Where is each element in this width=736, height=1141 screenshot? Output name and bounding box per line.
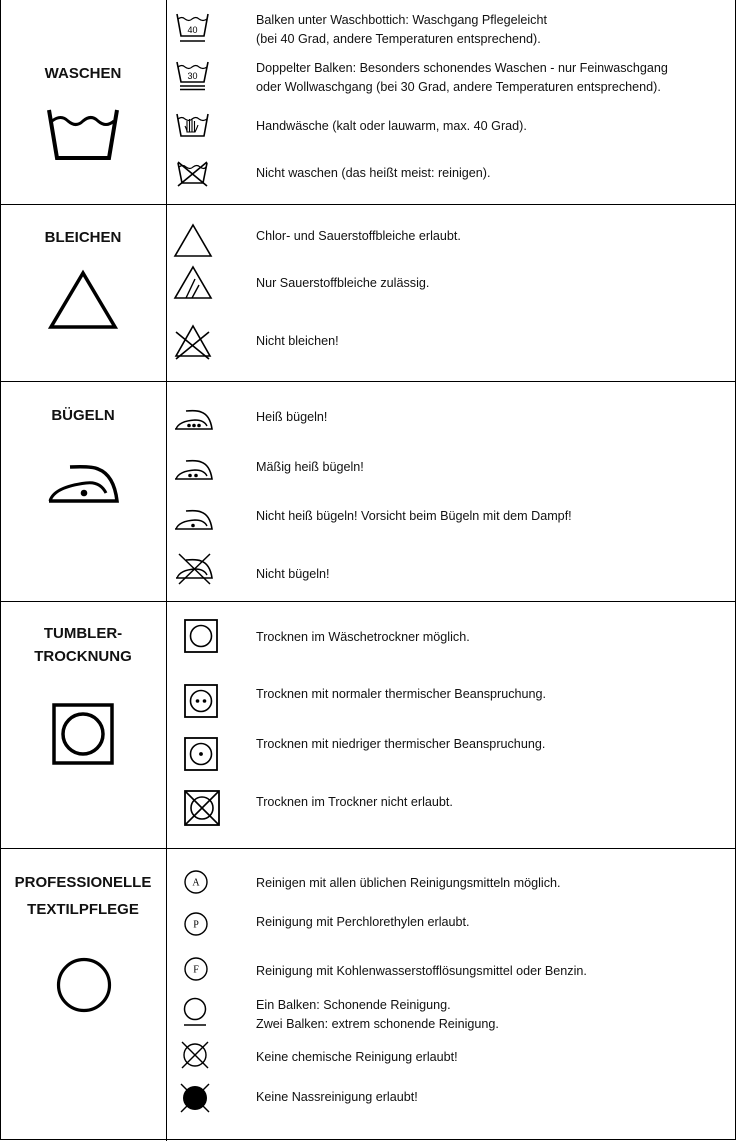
description-text: Keine chemische Reinigung erlaubt! xyxy=(256,1050,458,1064)
description-text: Heiß bügeln! xyxy=(256,410,328,424)
description-text: Reinigung mit Kohlenwasserstofflösungsmittel oder Benzin. xyxy=(256,964,587,978)
iron-big-icon xyxy=(46,463,120,505)
svg-text:P: P xyxy=(193,919,199,931)
section-title-ironing: BÜGELN xyxy=(51,407,115,424)
description-text: Keine Nassreinigung erlaubt! xyxy=(256,1090,418,1104)
section-title-washing: WASCHEN xyxy=(44,65,122,82)
description-text: Doppelter Balken: Besonders schonendes Waschen - nur Feinwaschgang oder Wollwaschgang (bei 30 Grad, andere Temperaturen entsprechend). xyxy=(256,61,668,94)
section-title-bleaching: BLEICHEN xyxy=(44,229,122,246)
iron-three-dots-icon xyxy=(171,402,215,440)
no-wet-cleaning-icon xyxy=(171,1079,215,1117)
oxygen-bleach-icon xyxy=(171,264,215,302)
row-divider xyxy=(0,204,736,205)
gentle-cleaning-bar-icon xyxy=(171,994,215,1032)
tumble-dry-big-icon xyxy=(52,703,114,765)
do-not-iron-icon xyxy=(171,550,215,588)
svg-text:F: F xyxy=(193,964,199,976)
description-text: Trocknen im Trockner nicht erlaubt. xyxy=(256,795,453,809)
description-text: Handwäsche (kalt oder lauwarm, max. 40 Grad). xyxy=(256,119,527,133)
description-text: Nicht bügeln! xyxy=(256,567,330,581)
description-text: Nicht heiß bügeln! Vorsicht beim Bügeln mit dem Dampf! xyxy=(256,509,572,523)
tumble-dry-icon xyxy=(171,618,215,656)
svg-text:A: A xyxy=(192,877,200,889)
description-text: Nur Sauerstoffbleiche zulässig. xyxy=(256,276,430,290)
svg-text:40: 40 xyxy=(187,25,198,35)
tumble-dry-low-icon xyxy=(171,736,215,774)
description-text: Nicht waschen (das heißt meist: reinigen). xyxy=(256,166,491,180)
description-text: Nicht bleichen! xyxy=(256,334,339,348)
do-not-bleach-icon xyxy=(171,322,215,360)
do-not-wash-icon xyxy=(171,155,215,193)
tumble-dry-normal-icon xyxy=(171,683,215,721)
iron-two-dots-icon xyxy=(171,451,215,489)
wash-40-one-bar-icon xyxy=(171,10,215,48)
dry-clean-a-icon xyxy=(171,864,215,902)
description-text: Trocknen mit niedriger thermischer Beanspruchung. xyxy=(256,737,546,751)
row-divider xyxy=(0,601,736,602)
section-title-professional-care: PROFESSIONELLE TEXTILPFLEGE xyxy=(14,874,152,918)
dry-clean-f-icon xyxy=(171,951,215,989)
wash-30-two-bars-icon xyxy=(171,58,215,96)
description-text: Trocknen mit normaler thermischer Beanspruchung. xyxy=(256,687,547,701)
row-divider xyxy=(0,848,736,849)
description-text: Trocknen im Wäschetrockner möglich. xyxy=(256,630,470,644)
description-text: Balken unter Waschbottich: Waschgang Pflegeleicht (bei 40 Grad, andere Temperaturen entsprechend). xyxy=(256,13,547,46)
dry-clean-p-icon xyxy=(171,906,215,944)
description-text: Reinigung mit Perchlorethylen erlaubt. xyxy=(256,915,470,929)
section-title-tumble-drying: TUMBLER- TROCKNUNG xyxy=(34,625,132,665)
bleach-triangle-icon xyxy=(171,222,215,260)
iron-one-dot-icon xyxy=(171,500,215,538)
professional-care-circle-big-icon xyxy=(55,956,113,1014)
do-not-dry-clean-icon xyxy=(171,1037,215,1075)
wash-tub-icon xyxy=(46,106,120,162)
bleach-triangle-big-icon xyxy=(48,270,118,330)
description-text: Ein Balken: Schonende Reinigung. Zwei Balken: extrem schonende Reinigung. xyxy=(256,998,499,1031)
do-not-tumble-dry-icon xyxy=(171,790,215,828)
row-divider xyxy=(0,381,736,382)
hand-wash-icon xyxy=(171,108,215,146)
description-text: Mäßig heiß bügeln! xyxy=(256,460,364,474)
description-text: Reinigen mit allen üblichen Reinigungsmitteln möglich. xyxy=(256,876,561,890)
svg-text:30: 30 xyxy=(187,71,198,81)
column-divider xyxy=(166,0,167,1141)
description-text: Chlor- und Sauerstoffbleiche erlaubt. xyxy=(256,229,461,243)
